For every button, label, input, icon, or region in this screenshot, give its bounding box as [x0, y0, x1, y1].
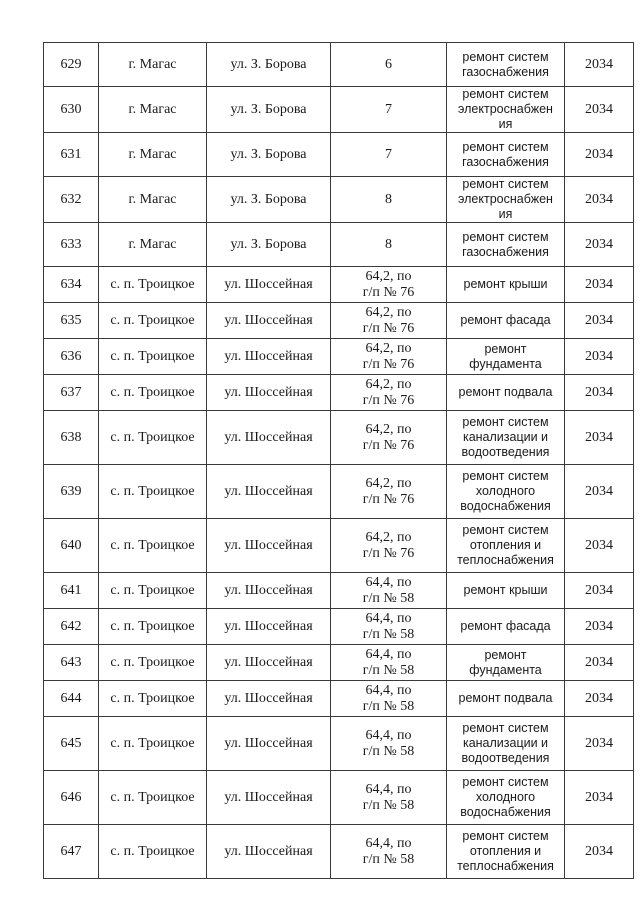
house-number-cell-line: 64,4, по	[365, 574, 412, 590]
row-number-cell: 634	[44, 267, 99, 303]
house-number-cell	[331, 609, 447, 645]
table-row	[44, 339, 634, 375]
table-row	[44, 177, 634, 223]
house-number-cell	[331, 411, 447, 465]
house-number-cell	[331, 681, 447, 717]
row-number-cell: 632	[44, 177, 99, 223]
settlement-cell: с. п. Троицкое	[99, 465, 207, 519]
year-cell: 2034	[565, 609, 634, 645]
work-type-cell-line: ремонт подвала	[458, 385, 553, 399]
work-type-cell-line: отопления и	[469, 844, 542, 858]
street-cell: ул. Шоссейная	[207, 645, 331, 681]
settlement-cell: с. п. Троицкое	[99, 609, 207, 645]
house-number-cell	[331, 133, 447, 177]
row-number-cell: 637	[44, 375, 99, 411]
work-type-cell-line: электроснабжен	[458, 192, 553, 206]
house-number-cell-line: г/п № 58	[362, 626, 415, 642]
work-type-cell-line: ремонт крыши	[463, 277, 548, 291]
settlement-cell: с. п. Троицкое	[99, 411, 207, 465]
table-row	[44, 771, 634, 825]
work-type-cell	[447, 87, 565, 133]
row-number-cell: 641	[44, 573, 99, 609]
work-type-cell	[447, 681, 565, 717]
house-number-cell-line: г/п № 76	[362, 437, 415, 453]
house-number-cell-line: 6	[385, 56, 392, 72]
work-type-cell	[447, 519, 565, 573]
work-type-cell-line: водоснабжения	[460, 499, 551, 513]
settlement-cell: с. п. Троицкое	[99, 771, 207, 825]
work-type-cell-line: водоотведения	[461, 751, 550, 765]
year-cell: 2034	[565, 267, 634, 303]
work-type-cell-line: газоснабжения	[462, 154, 549, 169]
work-type-cell-line: ремонт систем	[462, 177, 549, 191]
work-type-cell-line: ремонт фасада	[460, 619, 551, 633]
row-number-cell: 643	[44, 645, 99, 681]
street-cell: ул. Шоссейная	[207, 573, 331, 609]
house-number-cell	[331, 573, 447, 609]
settlement-cell: с. п. Троицкое	[99, 681, 207, 717]
work-type-cell-line: ремонт систем	[462, 87, 549, 101]
house-number-cell-line: 64,2, по	[365, 475, 412, 491]
table-row	[44, 465, 634, 519]
table-row	[44, 375, 634, 411]
row-number-cell: 629	[44, 43, 99, 87]
house-number-cell	[331, 223, 447, 267]
house-number-cell	[331, 717, 447, 771]
house-number-cell	[331, 267, 447, 303]
work-type-cell	[447, 375, 565, 411]
house-number-cell-line: 64,4, по	[365, 610, 412, 626]
year-cell: 2034	[565, 133, 634, 177]
table-row	[44, 645, 634, 681]
work-type-cell-line: фундамента	[469, 356, 542, 371]
house-number-cell-line: г/п № 76	[362, 491, 415, 507]
street-cell: ул. Шоссейная	[207, 717, 331, 771]
row-number-cell: 636	[44, 339, 99, 375]
work-type-cell-line: канализации и	[462, 430, 549, 444]
table-body	[44, 43, 634, 879]
table-row	[44, 133, 634, 177]
work-type-cell-line: ремонт	[484, 647, 527, 662]
work-type-cell	[447, 609, 565, 645]
work-type-cell-line: ремонт систем	[462, 721, 549, 735]
year-cell: 2034	[565, 411, 634, 465]
work-type-cell-line: газоснабжения	[462, 244, 549, 259]
year-cell: 2034	[565, 825, 634, 879]
year-cell: 2034	[565, 303, 634, 339]
settlement-cell: с. п. Троицкое	[99, 717, 207, 771]
year-cell: 2034	[565, 375, 634, 411]
house-number-cell-line: г/п № 58	[362, 851, 415, 867]
settlement-cell: с. п. Троицкое	[99, 645, 207, 681]
work-type-cell	[447, 411, 565, 465]
house-number-cell-line: 64,4, по	[365, 682, 412, 698]
house-number-cell	[331, 43, 447, 87]
house-number-cell-line: г/п № 76	[362, 284, 415, 300]
table-row	[44, 411, 634, 465]
table-row	[44, 609, 634, 645]
street-cell: ул. Шоссейная	[207, 375, 331, 411]
settlement-cell: г. Магас	[99, 133, 207, 177]
house-number-cell-line: 64,2, по	[365, 376, 412, 392]
work-type-cell-line: холодного	[475, 790, 536, 804]
work-type-cell-line: ремонт	[484, 341, 527, 356]
work-type-cell	[447, 339, 565, 375]
house-number-cell-line: 8	[385, 191, 392, 207]
year-cell: 2034	[565, 223, 634, 267]
street-cell: ул. З. Борова	[207, 177, 331, 223]
house-number-cell-line: 64,2, по	[365, 529, 412, 545]
work-type-cell-line: ремонт систем	[462, 49, 549, 64]
year-cell: 2034	[565, 177, 634, 223]
work-type-cell-line: ремонт систем	[462, 469, 549, 483]
street-cell: ул. Шоссейная	[207, 303, 331, 339]
year-cell: 2034	[565, 681, 634, 717]
work-type-cell	[447, 177, 565, 223]
house-number-cell-line: г/п № 76	[362, 545, 415, 561]
work-type-cell-line: ия	[498, 207, 513, 221]
house-number-cell	[331, 771, 447, 825]
row-number-cell: 638	[44, 411, 99, 465]
work-type-cell	[447, 267, 565, 303]
house-number-cell-line: г/п № 76	[362, 392, 415, 408]
street-cell: ул. З. Борова	[207, 223, 331, 267]
street-cell: ул. Шоссейная	[207, 519, 331, 573]
row-number-cell: 640	[44, 519, 99, 573]
table-row	[44, 87, 634, 133]
table-row	[44, 573, 634, 609]
work-type-cell-line: ремонт систем	[462, 139, 549, 154]
house-number-cell	[331, 177, 447, 223]
table-row	[44, 303, 634, 339]
house-number-cell-line: 64,4, по	[365, 781, 412, 797]
settlement-cell: с. п. Троицкое	[99, 267, 207, 303]
row-number-cell: 645	[44, 717, 99, 771]
house-number-cell-line: 8	[385, 236, 392, 252]
row-number-cell: 646	[44, 771, 99, 825]
house-number-cell-line: 64,2, по	[365, 304, 412, 320]
work-type-cell-line: электроснабжен	[458, 102, 553, 116]
row-number-cell: 630	[44, 87, 99, 133]
street-cell: ул. Шоссейная	[207, 825, 331, 879]
settlement-cell: с. п. Троицкое	[99, 375, 207, 411]
row-number-cell: 631	[44, 133, 99, 177]
house-number-cell-line: г/п № 58	[362, 590, 415, 606]
work-type-cell	[447, 645, 565, 681]
table-row	[44, 223, 634, 267]
house-number-cell-line: 7	[385, 101, 392, 117]
work-type-cell-line: отопления и	[469, 538, 542, 552]
house-number-cell-line: 64,4, по	[365, 835, 412, 851]
work-type-cell-line: ремонт систем	[462, 829, 549, 843]
settlement-cell: с. п. Троицкое	[99, 303, 207, 339]
house-number-cell	[331, 303, 447, 339]
year-cell: 2034	[565, 771, 634, 825]
work-type-cell	[447, 43, 565, 87]
work-type-cell	[447, 573, 565, 609]
repair-schedule-table	[43, 42, 634, 879]
street-cell: ул. Шоссейная	[207, 267, 331, 303]
street-cell: ул. З. Борова	[207, 133, 331, 177]
work-type-cell-line: ремонт систем	[462, 229, 549, 244]
house-number-cell	[331, 465, 447, 519]
work-type-cell	[447, 223, 565, 267]
street-cell: ул. З. Борова	[207, 87, 331, 133]
settlement-cell: с. п. Троицкое	[99, 339, 207, 375]
street-cell: ул. Шоссейная	[207, 465, 331, 519]
work-type-cell-line: теплоснабжения	[457, 859, 554, 873]
row-number-cell: 635	[44, 303, 99, 339]
house-number-cell-line: г/п № 58	[362, 662, 415, 678]
street-cell: ул. Шоссейная	[207, 411, 331, 465]
work-type-cell-line: газоснабжения	[462, 64, 549, 79]
house-number-cell-line: 64,2, по	[365, 340, 412, 356]
house-number-cell	[331, 519, 447, 573]
year-cell: 2034	[565, 519, 634, 573]
year-cell: 2034	[565, 573, 634, 609]
year-cell: 2034	[565, 645, 634, 681]
house-number-cell-line: 64,2, по	[365, 421, 412, 437]
settlement-cell: г. Магас	[99, 223, 207, 267]
work-type-cell-line: водоотведения	[461, 445, 550, 459]
house-number-cell-line: г/п № 76	[362, 356, 415, 372]
street-cell: ул. Шоссейная	[207, 681, 331, 717]
settlement-cell: с. п. Троицкое	[99, 519, 207, 573]
row-number-cell: 633	[44, 223, 99, 267]
house-number-cell-line: г/п № 58	[362, 698, 415, 714]
work-type-cell-line: канализации и	[462, 736, 549, 750]
settlement-cell: г. Магас	[99, 43, 207, 87]
year-cell: 2034	[565, 87, 634, 133]
table-row	[44, 267, 634, 303]
work-type-cell-line: теплоснабжения	[457, 553, 554, 567]
work-type-cell-line: ремонт подвала	[458, 691, 553, 705]
house-number-cell	[331, 645, 447, 681]
table-row	[44, 43, 634, 87]
house-number-cell-line: г/п № 58	[362, 797, 415, 813]
work-type-cell-line: водоснабжения	[460, 805, 551, 819]
work-type-cell-line: ия	[498, 117, 513, 131]
settlement-cell: г. Магас	[99, 87, 207, 133]
house-number-cell-line: г/п № 76	[362, 320, 415, 336]
house-number-cell-line: 64,4, по	[365, 727, 412, 743]
year-cell: 2034	[565, 465, 634, 519]
settlement-cell: с. п. Троицкое	[99, 573, 207, 609]
work-type-cell	[447, 303, 565, 339]
work-type-cell-line: ремонт систем	[462, 415, 549, 429]
street-cell: ул. Шоссейная	[207, 771, 331, 825]
settlement-cell: с. п. Троицкое	[99, 825, 207, 879]
house-number-cell	[331, 87, 447, 133]
street-cell: ул. З. Борова	[207, 43, 331, 87]
work-type-cell-line: ремонт крыши	[463, 583, 548, 597]
work-type-cell-line: ремонт фасада	[460, 313, 551, 327]
row-number-cell: 639	[44, 465, 99, 519]
row-number-cell: 647	[44, 825, 99, 879]
work-type-cell-line: ремонт систем	[462, 523, 549, 537]
house-number-cell-line: 7	[385, 146, 392, 162]
house-number-cell	[331, 339, 447, 375]
table-row	[44, 717, 634, 771]
year-cell: 2034	[565, 717, 634, 771]
work-type-cell-line: ремонт систем	[462, 775, 549, 789]
work-type-cell	[447, 133, 565, 177]
house-number-cell	[331, 825, 447, 879]
year-cell: 2034	[565, 43, 634, 87]
row-number-cell: 644	[44, 681, 99, 717]
house-number-cell-line: 64,2, по	[365, 268, 412, 284]
work-type-cell	[447, 825, 565, 879]
work-type-cell	[447, 771, 565, 825]
house-number-cell-line: 64,4, по	[365, 646, 412, 662]
work-type-cell-line: холодного	[475, 484, 536, 498]
street-cell: ул. Шоссейная	[207, 339, 331, 375]
work-type-cell	[447, 717, 565, 771]
house-number-cell-line: г/п № 58	[362, 743, 415, 759]
year-cell: 2034	[565, 339, 634, 375]
table-row	[44, 519, 634, 573]
house-number-cell	[331, 375, 447, 411]
work-type-cell-line: фундамента	[469, 662, 542, 677]
table-row	[44, 681, 634, 717]
settlement-cell: г. Магас	[99, 177, 207, 223]
work-type-cell	[447, 465, 565, 519]
row-number-cell: 642	[44, 609, 99, 645]
table-row	[44, 825, 634, 879]
street-cell: ул. Шоссейная	[207, 609, 331, 645]
